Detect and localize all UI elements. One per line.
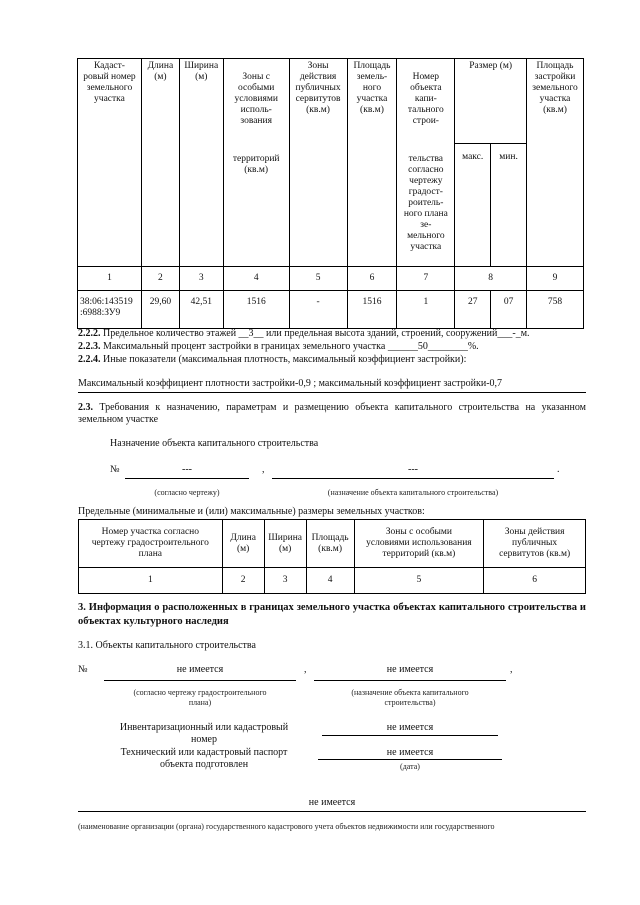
header-zones-servitude: Зоны действия публичных сервитутов (кв.м) (289, 59, 347, 267)
cell-area: 1516 (347, 291, 397, 329)
header-width: Ширина (м) (179, 59, 223, 267)
max-coefficient-text: Максимальный коэффициент плотности застройки-0,9 ; максимальный коэффициент застройки-0,7 (78, 378, 503, 389)
paragraph-text: Максимальный процент застройки в границах земельного участка ______50________%. (100, 341, 479, 352)
organization-value: не имеется (308, 797, 356, 808)
purpose-name-value: --- (408, 464, 418, 475)
cell-width: 42,51 (179, 291, 223, 329)
header-cadastral: Кадаст- ровый номер земельного участка (78, 59, 142, 267)
passport-value: не имеется (386, 747, 434, 758)
col-number: 3 (179, 267, 223, 291)
cell-object-number: 1 (397, 291, 455, 329)
header-area: Площадь земель- ного участка (кв.м) (347, 59, 397, 267)
col-number: 2 (141, 267, 179, 291)
section-number: 2.3. (78, 402, 93, 413)
cell-zones-special: 1516 (223, 291, 289, 329)
plot-sizes-table (78, 519, 586, 594)
underline (272, 478, 554, 479)
header-width: Ширина (м) (264, 520, 306, 568)
cell-length: 29,60 (141, 291, 179, 329)
comma: , (262, 464, 265, 475)
date-caption: (дата) (400, 762, 420, 771)
header-zones-special-bottom: территорий (кв.м) (232, 154, 280, 175)
cell-zones-servitude: - (289, 291, 347, 329)
paragraph-text: Предельное количество этажей __3__ или предельная высота зданий, строений, сооружений___-_м. (100, 328, 530, 339)
header-object-number (397, 59, 455, 267)
cell-size-max: 27 (455, 291, 491, 329)
col-number: 5 (354, 568, 484, 594)
comma: , (304, 664, 307, 675)
object-number-value: не имеется (176, 664, 224, 675)
col-number: 4 (306, 568, 354, 594)
underline (125, 478, 249, 479)
paragraph-number: 2.2.4. (78, 354, 101, 365)
col-number: 1 (79, 568, 223, 594)
paragraph-2-2-2 (78, 328, 588, 340)
col-number: 6 (484, 568, 586, 594)
period: . (557, 464, 560, 475)
header-object-number-bottom: тельства согласно чертежу градост- роитель- ного плана зе- мельного участка (403, 154, 448, 252)
underline (318, 759, 502, 760)
header-length: Длина (м) (141, 59, 179, 267)
inventory-number-value: не имеется (386, 722, 434, 733)
underline (314, 680, 506, 681)
header-zones-servitude: Зоны действия публичных сервитутов (кв.м) (484, 520, 586, 568)
header-size-min: мин. (491, 143, 527, 266)
header-area: Площадь (кв.м) (306, 520, 354, 568)
section-3-1-title: 3.1. Объекты капитального строительства (78, 640, 256, 651)
object-purpose-value: не имеется (386, 664, 434, 675)
header-zones-special-top: Зоны с особыми условиями исполь- зования (234, 72, 278, 126)
underline (78, 811, 586, 812)
comma: , (510, 664, 513, 675)
organization-caption: (наименование организации (органа) государственного кадастрового учета объектов недвижимости или государственного (78, 822, 495, 831)
caption-purpose-2: (назначение объекта капитального строительства) (351, 688, 469, 707)
inventory-number-label: Инвентаризационный или кадастровый номер (119, 722, 289, 745)
cell-cadastral: 38:06:143519 :6988:ЗУ9 (78, 291, 142, 329)
header-size: Размер (м) (455, 59, 527, 144)
header-zones-special (223, 59, 289, 267)
paragraph-number: 2.2.3. (78, 341, 101, 352)
section-3-title: 3. Информация о расположенных в границах земельного участка объектах капитального строительства и объектах культурного наследия (78, 602, 586, 627)
paragraph-2-2-4 (78, 354, 588, 366)
col-number: 3 (264, 568, 306, 594)
header-size-max: макс. (455, 143, 491, 266)
header-plot-number: Номер участка согласно чертежу градостроительного плана (79, 520, 223, 568)
col-number: 1 (78, 267, 142, 291)
drawing-number-value: --- (182, 464, 192, 475)
caption-purpose: (назначение объекта капитального строительства) (327, 488, 499, 497)
number-sign: № (78, 664, 88, 675)
underline (104, 680, 296, 681)
paragraph-number: 2.2.2. (78, 328, 101, 339)
header-zones-special: Зоны с особыми условиями использования территорий (кв.м) (354, 520, 484, 568)
col-number: 5 (289, 267, 347, 291)
underline (322, 735, 498, 736)
header-build-area: Площадь застройки земельного участка (кв.м) (527, 59, 584, 267)
purpose-title: Назначение объекта капитального строительства (110, 438, 319, 449)
col-number: 6 (347, 267, 397, 291)
header-object-number-top: Номер объекта капи- тального строи- (407, 72, 444, 126)
limits-title: Предельные (минимальные и (или) максимальные) размеры земельных участков: (78, 506, 425, 517)
number-sign: № (110, 464, 120, 475)
cell-build-area: 758 (527, 291, 584, 329)
paragraph-text: Иные показатели (максимальная плотность, максимальный коэффициент застройки): (100, 354, 467, 365)
caption-gp: (согласно чертежу градостроительного плана) (133, 688, 267, 707)
capital-objects-table (77, 58, 584, 329)
col-number: 2 (222, 568, 264, 594)
passport-label: Технический или кадастровый паспорт объекта подготовлен (120, 747, 288, 770)
divider (78, 392, 586, 393)
section-2-3 (78, 402, 586, 426)
col-number: 7 (397, 267, 455, 291)
paragraph-2-2-3 (78, 341, 588, 353)
col-number: 4 (223, 267, 289, 291)
col-number: 9 (527, 267, 584, 291)
caption-drawing: (согласно чертежу) (154, 488, 220, 497)
header-length: Длина (м) (222, 520, 264, 568)
section-text: Требования к назначению, параметрам и размещению объекта капитального строительства на указанном земельном участке (78, 402, 586, 425)
cell-size-min: 07 (491, 291, 527, 329)
col-number: 8 (455, 267, 527, 291)
